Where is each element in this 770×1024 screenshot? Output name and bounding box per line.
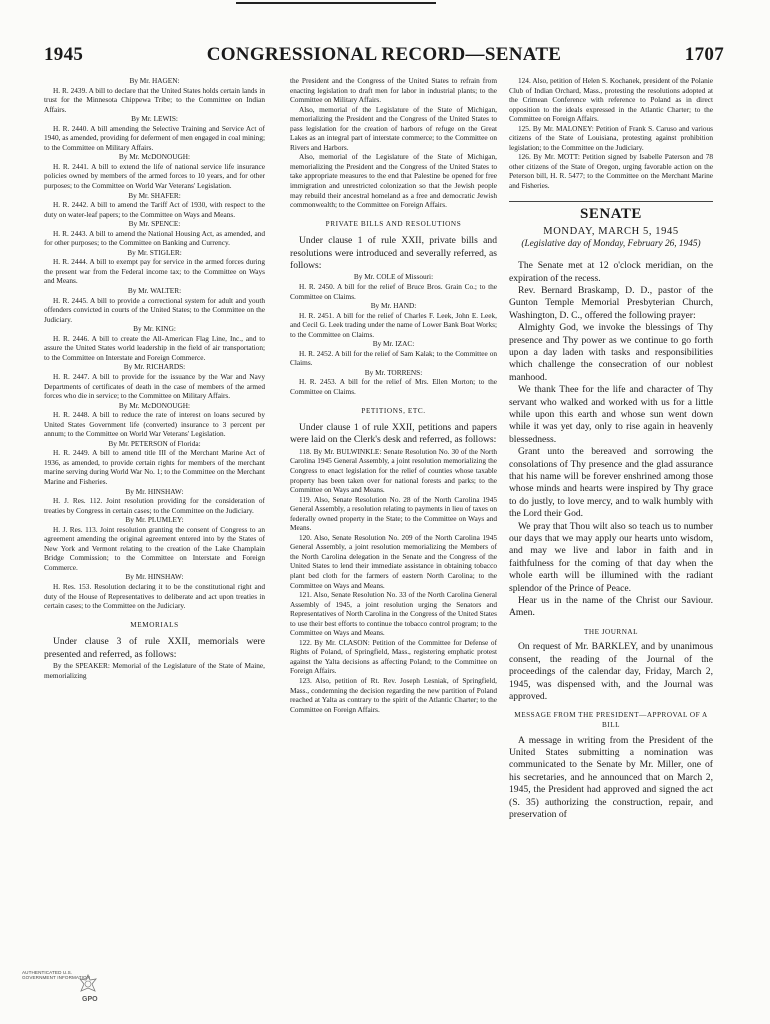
column-left [44, 76, 265, 1016]
paragraph: H. R. 2440. A bill amending the Selective Training and Service Act of 1940, as amended, providing for deferment of men engaged in coal mining; to the Committee on Military Affairs. [44, 123, 265, 152]
paragraph: H. R. 2443. A bill to amend the National Housing Act, as amended, and for other purposes; to the Committee on Banking and Currency. [44, 228, 265, 248]
gpo-logo: GPO [82, 996, 98, 1003]
paragraph-lead: Under clause 1 of rule XXII, private bills and resolutions were introduced and severally referred, as follows: [290, 235, 497, 272]
paragraph: H. J. Res. 112. Joint resolution providing for the consideration of treaties by Congress in certain cases; to the Committee on the Judiciary. [44, 496, 265, 515]
section-heading: PETITIONS, ETC. [361, 406, 426, 415]
speaker-line: By Mr. RICHARDS: [123, 362, 186, 372]
section-heading: PRIVATE BILLS AND RESOLUTIONS [325, 219, 462, 228]
speaker-line: By Mr. HINSHAW: [125, 486, 184, 496]
speaker-line: By Mr. PETERSON of Florida: [108, 438, 201, 448]
paragraph: the President and the Congress of the United States to refrain from enacting legislation to draft men for labor in industrial plants; to the Committee on Military Affairs. [290, 76, 497, 105]
paragraph-lead: We pray that Thou wilt also so teach us to number our days that we may apply our hearts unto wisdom, and may we live and labor in faith and in faithfulness for the coming of that day when the whole earth will be illumined with the radiant splendor of the Prince of Peace. [509, 520, 713, 594]
paragraph: H. R. 2444. A bill to exempt pay for service in the armed forces during the present war from the Federal income tax; to the Committee on Ways and Means. [44, 257, 265, 286]
paragraph-lead: A message in writing from the President of the United States submitting a nomination was communicated to the Senate by Mr. Miller, one of his secretaries, and he announced that on March 2, 1945, the President had approved and signed the act (S. 35) authorizing the construction, repair, and preservation of [509, 734, 713, 820]
page-number: 1707 [684, 44, 724, 65]
paragraph: H. R. 2442. A bill to amend the Tariff Act of 1930, with respect to the duty on water-leaf papers; to the Committee on Ways and Means. [44, 200, 265, 219]
paragraph: 125. By Mr. MALONEY: Petition of Frank S. Caruso and various citizens of the State of Louisiana, protesting against prohibition legislation; to the Committee on the Judiciary. [509, 123, 713, 152]
paragraph-lead: Grant unto the bereaved and sorrowing the consolations of Thy presence and the glad assurance that his name will be forever enshrined among those whose minds and hearts were inspired by Thy grace to do justly, to love mercy, and to walk humbly with the Lord their God. [509, 446, 713, 520]
paragraph: H. J. Res. 113. Joint resolution granting the consent of Congress to an agreement amending the original agreement entered into by the States of New York and Vermont relating to the creation of the Lake Champlain Bridge Commission; to the Committee on Interstate and Foreign Commerce. [44, 524, 265, 572]
speaker-line: By Mr. HAGEN: [129, 76, 180, 85]
paragraph: 126. By Mr. MOTT: Petition signed by Isabelle Paterson and 78 other citizens of the State of Oregon, urging favorable action on the Peterson bill, H. R. 5477; to the Committee on the Merchant Marine and Fisheries. [509, 152, 713, 191]
paragraph: H. R. 2451. A bill for the relief of Charles F. Leek, John E. Leek, and Cecil G. Leek trading under the name of Lower Bank Boat Works; to the Committee on Claims. [290, 310, 497, 339]
column-middle [290, 76, 497, 1016]
paragraph: H. R. 2453. A bill for the relief of Mrs. Ellen Morton; to the Committee on Claims. [290, 377, 497, 396]
paragraph: H. R. 2448. A bill to reduce the rate of interest on loans secured by United States Government life (converted) insurance to 3 percent per annum; to the Committee on World War Veterans' Legislation. [44, 410, 265, 439]
paragraph: H. R. 2441. A bill to extend the life of national service life insurance policies owned by members of the armed forces to 10 years, and for other purposes; to the Committee on World War Veterans' Legislation. [44, 161, 265, 191]
paragraph: H. R. 2452. A bill for the relief of Sam Kalak; to the Committee on Claims. [290, 348, 497, 368]
subsection-heading: MESSAGE FROM THE PRESIDENT—APPROVAL OF A BILL [514, 711, 708, 730]
speaker-line: By Mr. SPENCE: [128, 219, 181, 229]
subsection-heading: THE JOURNAL [583, 627, 638, 636]
speaker-line: By Mr. STIGLER: [127, 247, 182, 257]
paragraph: H. R. 2439. A bill to declare that the United States holds certain lands in trust for the Minnesota Chippewa Tribe; to the Committee on Indian Affairs. [44, 85, 265, 114]
paragraph: H. R. 2445. A bill to provide a correctional system for adult and youth offenders convicted in courts of the United States; to the Committee on the Judiciary. [44, 295, 265, 324]
session-date: MONDAY, MARCH 5, 1945 [543, 226, 679, 238]
paragraph-lead: We thank Thee for the life and character of Thy servant who walked and worked with us for a little while upon this earth and whose sun went down while it was yet day, only to rise again in heavenly blessedness. [509, 384, 713, 445]
eagle-seal-icon [78, 974, 98, 996]
top-rule [236, 2, 436, 4]
paragraph: By the SPEAKER: Memorial of the Legislature of the State of Maine, memorializing [44, 660, 265, 680]
paragraph-lead: Hear us in the name of the Christ our Saviour. Amen. [509, 595, 713, 619]
speaker-line: By Mr. McDONOUGH: [118, 400, 191, 410]
paragraph: H. Res. 153. Resolution declaring it to be the constitutional right and duty of the House of Representatives to deliberate and act upon treaties in certain cases; to the Committee on the Judiciary. [44, 581, 265, 611]
paragraph: 120. Also, Senate Resolution No. 209 of the North Carolina 1945 General Assembly, a joint resolution memorializing the Members of the North Carolina delegation in the Senate and the Congress of the United States to lend their immediate assistance in obtaining tobacco plant bed cloth for the farmers of eastern North Carolina; to the Committee on Ways and Means. [290, 532, 497, 590]
speaker-line: By Mr. PLUMLEY: [125, 515, 184, 525]
paragraph: Also, memorial of the Legislature of the State of Michigan, memorializing the President and the Congress of the United States to pass legislation for the creation of harbors of refuge on the Great Lakes as an integral part of interstate commerce; to the Committee on Rivers and Harbors. [290, 104, 497, 152]
paragraph-lead: Under clause 3 of rule XXII, memorials were presented and referred, as follows: [44, 636, 265, 660]
section-heading: MEMORIALS [130, 620, 179, 629]
page-title: CONGRESSIONAL RECORD—SENATE [206, 44, 562, 65]
paragraph: H. R. 2450. A bill for the relief of Bruce Bros. Grain Co.; to the Committee on Claims. [290, 281, 497, 301]
speaker-line: By Mr. HAND: [370, 301, 417, 311]
legislative-day: (Legislative day of Monday, February 26, 1945) [521, 239, 701, 250]
paragraph: H. R. 2447. A bill to provide for the issuance by the War and Navy Departments of certificates of death in the case of members of the armed forces who die in service; to the Committee on Military Affairs. [44, 371, 265, 401]
paragraph-lead: Almighty God, we invoke the blessings of Thy presence and Thy power as we continue to go forth upon a day laden with tasks and responsibilities which challenge the consecration of our noblest manhood. [509, 322, 713, 383]
column-right [509, 76, 713, 1016]
speaker-line: By Mr. IZAC: [372, 339, 415, 349]
page-header [44, 44, 724, 74]
paragraph-lead: Rev. Bernard Braskamp, D. D., pastor of the Gunton Temple Memorial Presbyterian Church, Washington, D. C., offered the following prayer: [509, 284, 713, 321]
paragraph: 123. Also, petition of Rt. Rev. Joseph Lesniak, of Springfield, Mass., condemning the decision regarding the new partition of Poland reached at Yalta as contrary to the spirit of the Atlantic Charter; to the Committee on Foreign Affairs. [290, 676, 497, 714]
speaker-line: By Mr. TORRENS: [364, 367, 423, 377]
speaker-line: By Mr. WALTER: [127, 286, 182, 296]
gpo-authentication-stamp [22, 968, 100, 1012]
speaker-line: By Mr. COLE of Missouri: [353, 272, 434, 282]
speaker-line: By Mr. SHAFER: [128, 190, 181, 200]
paragraph: 118. By Mr. BULWINKLE: Senate Resolution No. 30 of the North Carolina 1945 General Assembly, a joint resolution memorializing the Congress to enact legislation for the relief of counties whose taxable property has been taken over for national forests and parks; to the Committee on Ways and Means. [290, 446, 497, 495]
paragraph: 119. Also, Senate Resolution No. 28 of the North Carolina 1945 General Assembly, a resolution relating to payments in lieu of taxes on federally owned property in the State; to the Committee on Ways and Means. [290, 494, 497, 533]
speaker-line: By Mr. KING: [133, 324, 176, 334]
speaker-line: By Mr. McDONOUGH: [118, 152, 191, 162]
speaker-line: By Mr. LEWIS: [131, 114, 178, 124]
paragraph: 122. By Mr. CLASON: Petition of the Committee for Defense of Rights of Poland, of Springfield, Mass., registering emphatic protest against the Yalta decisions as affecting Poland; to the Committee on Foreign Affairs. [290, 637, 497, 676]
senate-heading: SENATE [509, 201, 713, 220]
paragraph-lead: Under clause 1 of rule XXII, petitions and papers were laid on the Clerk's desk and referred, as follows: [290, 422, 497, 446]
paragraph: Also, memorial of the Legislature of the State of Michigan, memorializing the President and the Congress of the United States to take appropriate measures to the end that Palestine be opened for free immigration and unrestricted colonization so that the Jewish people may rebuild their ancestral homeland as a free and democratic Jewish commonwealth; to the Committee on Foreign Affairs. [290, 152, 497, 210]
paragraph: H. R. 2449. A bill to amend title III of the Merchant Marine Act of 1936, as amended, to provide certain rights for members of the merchant marine serving during World War No. 1; to the Committee on the Merchant Marine and Fisheries. [44, 448, 265, 486]
speaker-line: By Mr. HINSHAW: [125, 572, 184, 582]
paragraph: H. R. 2446. A bill to create the All-American Flag Line, Inc., and to assure the United States world leadership in the field of air transportation; to the Committee on Interstate and Foreign Commerce. [44, 333, 265, 362]
stamp-text: AUTHENTICATED U.S. GOVERNMENT INFORMATION [22, 970, 91, 981]
paragraph: 121. Also, Senate Resolution No. 33 of the North Carolina General Assembly of 1945, a joint resolution urging the Senators and Representatives of North Carolina in the Congress of the United States to use their best efforts to continue the tobacco control program; to the Committee on Ways and Means. [290, 590, 497, 638]
page-year: 1945 [44, 44, 84, 65]
paragraph: 124. Also, petition of Helen S. Kochanek, president of the Polanie Club of Indian Orchard, Mass., protesting the resolutions adopted at the Crimean Conference with reference to Poland as in direct opposition to the ideals expressed in the Atlantic Charter; to the Committee on Foreign Affairs. [509, 76, 713, 124]
paragraph-lead: On request of Mr. BARKLEY, and by unanimous consent, the reading of the Journal of the proceedings of the calendar day, Friday, March 2, 1945, was dispensed with, and the Journal was approved. [509, 641, 713, 703]
paragraph-lead: The Senate met at 12 o'clock meridian, on the expiration of the recess. [509, 260, 713, 284]
